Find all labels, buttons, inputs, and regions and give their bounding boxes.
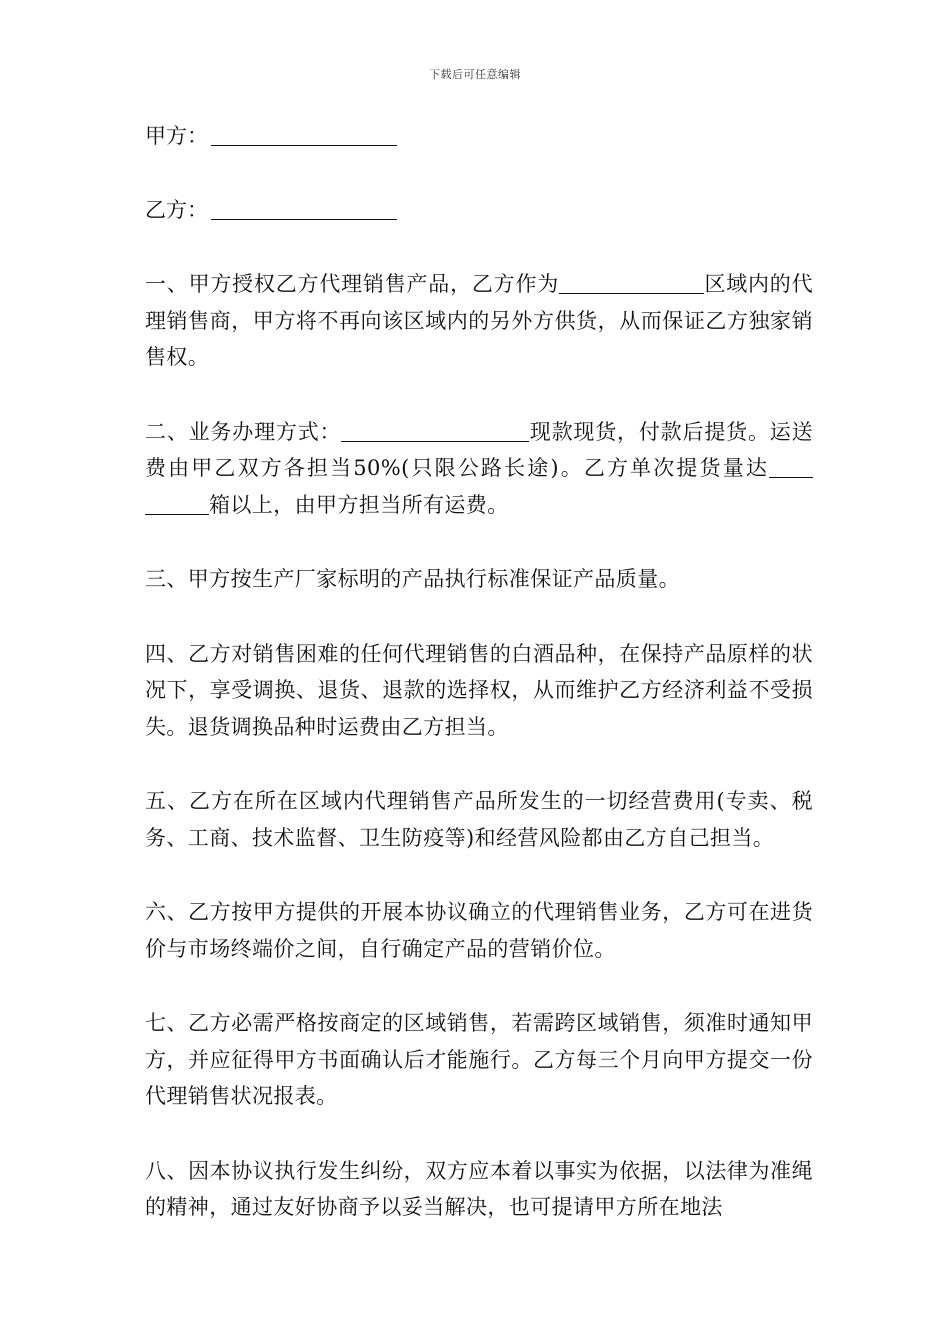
party-a-line xyxy=(145,118,813,154)
clause-2-text-before: 二、业务办理方式： xyxy=(145,419,342,444)
business-method-blank xyxy=(341,419,529,442)
region-blank xyxy=(559,271,704,294)
clause-7: 七、乙方必需严格按商定的区域销售，若需跨区域销售，须准时通知甲方，并应征得甲方书面确认后才能施行。乙方每三个月向甲方提交一份代理销售状况报表。 xyxy=(145,1011,813,1108)
clause-1-text-after: 区域内的代理销售商，甲方将不再向该区域内的另外方供货，从而保证乙方独家销售权。 xyxy=(145,272,814,369)
party-a-label: 甲方： xyxy=(145,124,208,148)
clause-4: 四、乙方对销售困难的任何代理销售的白酒品种，在保持产品原样的状况下，享受调换、退货、退款的选择权，从而维护乙方经济利益不受损失。退货调换品种时运费由乙方担当。 xyxy=(145,641,813,739)
party-a-blank xyxy=(211,123,397,146)
party-b-blank xyxy=(211,197,397,220)
clause-6: 六、乙方按甲方提供的开展本协议确立的代理销售业务，乙方可在进货价与市场终端价之间，自行确定产品的营销价位。 xyxy=(145,900,813,961)
clause-2-text-after: 箱以上，由甲方担当所有运费。 xyxy=(209,492,509,517)
clause-3: 三、甲方按生产厂家标明的产品执行标准保证产品质量。 xyxy=(145,567,680,591)
clause-1 xyxy=(145,266,813,376)
contract-body xyxy=(145,118,813,1264)
clause-8: 八、因本协议执行发生纠纷，双方应本着以事实为依据，以法律为准绳的精神，通过友好协商予以妥当解决，也可提请甲方所在地法 xyxy=(145,1158,813,1219)
quantity-blank-part2 xyxy=(145,492,209,515)
header-note: 下载后可任意编辑 xyxy=(429,68,521,81)
clause-1-text-before: 一、甲方授权乙方代理销售产品，乙方作为 xyxy=(145,272,560,296)
clause-5: 五、乙方在所在区域内代理销售产品所发生的一切经营费用(专卖、税务、工商、技术监督、卫生防疫等)和经营风险都由乙方自己担当。 xyxy=(145,789,813,850)
party-b-line xyxy=(145,192,813,228)
clause-2 xyxy=(145,414,813,524)
party-b-label: 乙方： xyxy=(145,198,208,222)
clause-2-text-middle: 现款现货，付款后提货。运送费由甲乙双方各担当50%(只限公路长途)。乙方单次提货量达 xyxy=(145,419,813,480)
quantity-blank-part1 xyxy=(769,455,813,478)
